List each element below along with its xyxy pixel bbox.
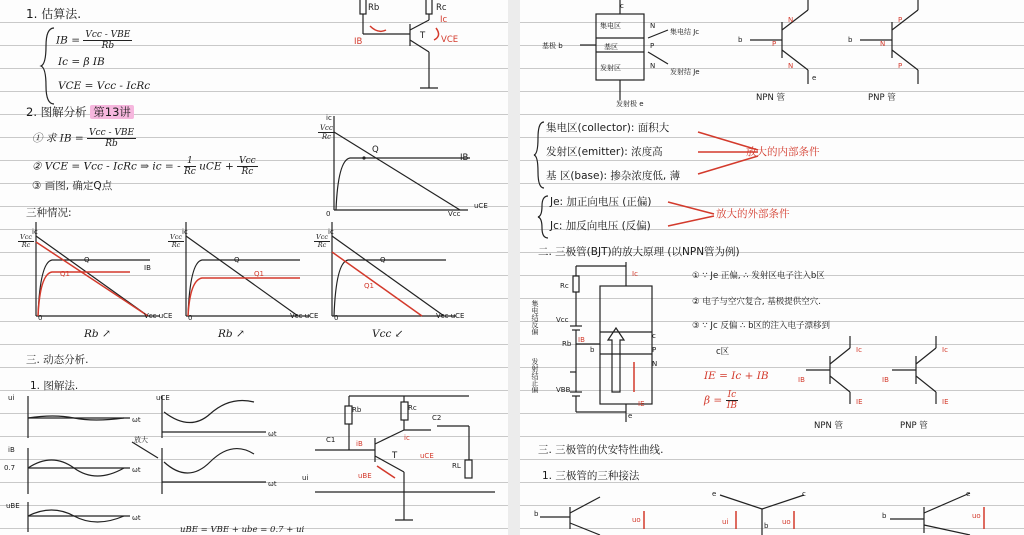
case-2-q: Q — [234, 256, 240, 264]
case-3-label: Vcc ↙ — [372, 328, 404, 340]
graph-ylabel: ic — [326, 114, 332, 122]
pnp-n-label: N — [880, 40, 886, 48]
case-origin-3: 0 — [334, 314, 339, 322]
principle-point-2: ② 电子与空穴复合, 基极提供空穴. — [692, 297, 821, 307]
case-x-1: Vcc uCE — [144, 312, 173, 320]
load-line-graph — [320, 116, 470, 216]
curves-sub: 1. 三极管的三种接法 — [542, 470, 640, 482]
section-2-heading: 2. 图解分析 第13讲 — [26, 106, 134, 119]
wave-wt-5: ωt — [268, 480, 277, 488]
amp-c2-label: C2 — [432, 414, 442, 422]
config-2-b: b — [764, 522, 769, 530]
emitter-description: 发射区(emitter): 浓度高 — [546, 146, 663, 158]
pnp-p-label: P — [898, 16, 903, 24]
amp-t-label: T — [392, 451, 398, 461]
struct-n1: N — [650, 22, 656, 30]
amp-c1-label: C1 — [326, 436, 336, 444]
page-gap — [508, 0, 520, 535]
wave-ib-label: iB — [8, 446, 15, 454]
left-notebook-page — [0, 0, 508, 535]
principle-point-1: ① ∵ Je 正偏, ∴ 发射区电子注入b区 — [692, 271, 825, 281]
jc-condition: Jc: 加反向电压 (反偏) — [550, 220, 651, 232]
case-1-q: Q — [84, 256, 90, 264]
section-4-sub: 1. 图解法. — [30, 380, 79, 392]
vce-equation: VCE = Vcc - IcRc — [58, 80, 151, 92]
npn-current-caption: NPN 管 — [814, 421, 844, 431]
case-3-q: Q — [380, 256, 386, 264]
principle-p-label: P — [652, 346, 657, 354]
principle-vbb-label: VBB — [556, 386, 571, 394]
case-ylabel-3: ic — [328, 228, 334, 236]
struct-base-region: 基区 — [604, 43, 618, 51]
config-2-c: c — [802, 490, 806, 498]
wave-07-label: 0.7 — [4, 464, 16, 472]
wave-uce-label: uCE — [156, 394, 170, 402]
wave-ui-label: ui — [8, 394, 15, 402]
config-3-b: b — [882, 512, 887, 520]
wave-ube-label: uBE — [6, 502, 20, 510]
pnp-ib-label: IB — [882, 376, 889, 384]
config-1-uo: uo — [632, 516, 641, 524]
circuit-ib-label: IB — [354, 37, 363, 47]
ib-equation: IB = $\frac{\text{Vcc - VBE}}{Rb}$ — [56, 30, 131, 51]
amp-ui-label: ui — [302, 474, 309, 482]
principle-vcc-label: Vcc — [556, 316, 569, 324]
npn-symbol — [750, 0, 830, 86]
brace-regions — [534, 120, 546, 190]
section-1-heading: 1. 估算法. — [26, 7, 82, 21]
section-4-heading: 三. 动态分析. — [26, 354, 89, 366]
case-ylabel-2: ic — [182, 228, 188, 236]
external-conditions: 放大的外部条件 — [716, 208, 790, 220]
graph-q-label: Q — [372, 145, 379, 155]
case-graph-3 — [326, 222, 466, 322]
amp-rc-label: Rc — [408, 404, 417, 412]
pnp-p2-label: P — [898, 62, 903, 70]
step-3-text: ③ 画图, 确定Q点 — [32, 180, 113, 192]
curves-heading: 三. 三极管的伏安特性曲线. — [538, 444, 664, 456]
principle-ib-label: IB — [578, 336, 585, 344]
case-3-q1: Q1 — [364, 282, 374, 290]
struct-je-label: 发射结 Je — [670, 68, 700, 76]
pnp-ie-label: IE — [942, 398, 949, 406]
circuit-rb-label: Rb — [368, 3, 380, 13]
base-description: 基 区(base): 掺杂浓度低, 薄 — [546, 170, 681, 182]
case-ylabel-1: ic — [32, 228, 38, 236]
npn-ib-label: IB — [798, 376, 805, 384]
case-origin-2: 0 — [188, 314, 193, 322]
wave-wt-3: ωt — [132, 514, 141, 522]
npn-e-label: e — [812, 74, 817, 82]
principle-b-label: b — [590, 346, 595, 354]
struct-c-label: c — [620, 2, 624, 10]
struct-base-label: 基极 b — [542, 42, 563, 50]
struct-p: P — [650, 42, 655, 50]
case-y-intercept-2: $\frac{\text{Vcc}}{Rc}$ — [170, 233, 182, 249]
pnp-ic-label: Ic — [942, 346, 948, 354]
beta-equation: β = $\frac{Ic}{IB}$ — [704, 390, 737, 411]
principle-rb-label: Rb — [562, 340, 572, 348]
struct-emitter-label: 发射极 e — [616, 100, 644, 108]
case-y-intercept-1: $\frac{\text{Vcc}}{Rc}$ — [20, 233, 32, 249]
amplifier-circuit-diagram — [305, 396, 495, 531]
collector-reverse-bias-note: 集电结反偏 — [531, 300, 539, 335]
ic-equation: Ic = β IB — [58, 56, 105, 68]
principle-c-label: c — [652, 332, 656, 340]
case-graph-2 — [180, 222, 320, 322]
step-2-equation: ② VCE = Vcc - IcRc ⇒ ic = - $\frac{1}{Rc}$ uCE + $\frac{\text{Vcc}}{Rc}$ — [32, 156, 256, 177]
case-1-q1: Q1 — [60, 270, 70, 278]
graph-y-intercept: $\frac{\text{Vcc}}{Rc}$ — [320, 124, 333, 141]
collector-description: 集电区(collector): 面积大 — [546, 122, 670, 134]
amp-rb-label: Rb — [352, 406, 362, 414]
struct-emitter-region: 发射区 — [600, 64, 621, 72]
config-3-e: e — [966, 490, 971, 498]
pnp-b-label: b — [848, 36, 853, 44]
circuit-vce-label: VCE — [441, 35, 459, 45]
principle-ic-label: Ic — [632, 270, 638, 278]
config-3-uo: uo — [972, 512, 981, 520]
wave-fangda-label: 放大 — [134, 436, 148, 444]
graph-x-intercept: Vcc — [448, 210, 461, 218]
npn-ie-label: IE — [856, 398, 863, 406]
current-equation: IE = Ic + IB — [704, 370, 769, 382]
internal-conditions: 放大的内部条件 — [746, 146, 820, 158]
principle-c-region: c区 — [716, 347, 730, 357]
npn-n2-label: N — [788, 62, 794, 70]
case-2-q1: Q1 — [254, 270, 264, 278]
case-origin-1: 0 — [38, 314, 43, 322]
npn-ic-label: Ic — [856, 346, 862, 354]
pnp-caption: PNP 管 — [868, 93, 896, 103]
graph-xlabel: uCE — [474, 202, 488, 210]
npn-p-label: P — [772, 40, 777, 48]
config-2-ui: ui — [722, 518, 729, 526]
case-x-2: Vcc uCE — [290, 312, 319, 320]
wave-wt-2: ωt — [132, 466, 141, 474]
npn-b-label: b — [738, 36, 743, 44]
bjt-structure-diagram — [580, 0, 690, 112]
npn-caption: NPN 管 — [756, 93, 786, 103]
section-3-heading: 三种情况: — [26, 207, 72, 219]
wave-wt-4: ωt — [268, 430, 277, 438]
bottom-equation: uBE = VBE + ube = 0.7 + ui — [180, 525, 305, 535]
amp-ib-label: iB — [356, 440, 363, 448]
graph-origin: 0 — [326, 210, 331, 218]
connection-configurations — [540, 489, 1020, 535]
circuit-rc-label: Rc — [436, 3, 447, 13]
brace-junctions — [538, 194, 550, 240]
amp-ube-label: uBE — [358, 472, 372, 480]
principle-e-label: e — [628, 412, 633, 420]
waveform-diagrams — [14, 392, 314, 532]
case-x-3: Vcc uCE — [436, 312, 465, 320]
principle-point-3: ③ ∵ Jc 反偏 ∴ b区的注入电子漂移到 — [692, 321, 831, 331]
amp-uce-label: uCE — [420, 452, 434, 460]
struct-n2: N — [650, 62, 656, 70]
principle-rc-label: Rc — [560, 282, 569, 290]
step-1-equation: ① 求 IB = $\frac{\text{Vcc - VBE}}{Rb}$ — [32, 128, 135, 149]
config-2-e: e — [712, 490, 717, 498]
right-notebook-page — [520, 0, 1024, 535]
circuit-t-label: T — [420, 31, 426, 41]
config-1-b: b — [534, 510, 539, 518]
pnp-current-caption: PNP 管 — [900, 421, 928, 431]
principle-heading: 二. 三极管(BJT)的放大原理 (以NPN管为例) — [538, 246, 740, 258]
lecture-tag: 第13讲 — [90, 105, 134, 119]
principle-ie-label: IE — [638, 400, 645, 408]
case-1-ib: IB — [144, 264, 151, 272]
struct-jc-label: 集电结 Jc — [670, 28, 700, 36]
je-condition: Je: 加正向电压 (正偏) — [550, 196, 652, 208]
emitter-forward-bias-note: 发射结正偏 — [531, 358, 539, 393]
config-2-uo: uo — [782, 518, 791, 526]
graph-ib-label: IB — [460, 153, 469, 163]
amp-ic-label: ic — [404, 434, 410, 442]
struct-collector-region: 集电区 — [600, 22, 621, 30]
principle-n-label: N — [652, 360, 658, 368]
npn-n-label: N — [788, 16, 794, 24]
amp-rl-label: RL — [452, 462, 461, 470]
pnp-symbol — [860, 0, 940, 86]
case-y-intercept-3: $\frac{\text{Vcc}}{Rc}$ — [316, 233, 328, 249]
wave-wt-1: ωt — [132, 416, 141, 424]
case-2-label: Rb ↗ — [218, 328, 245, 340]
circuit-ic-label: Ic — [440, 15, 448, 25]
case-1-label: Rb ↗ — [84, 328, 111, 340]
